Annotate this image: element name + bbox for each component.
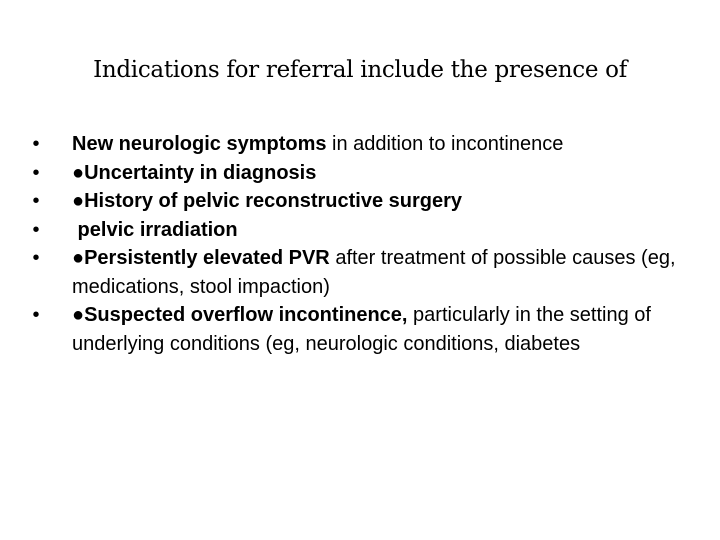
bullet-bold-text: ●Suspected overflow incontinence,	[72, 304, 408, 326]
bullet-text: particularly in the setting of underlying conditions (eg, neurologic conditions, diabetes	[72, 304, 651, 355]
bullet-icon: •	[32, 247, 40, 269]
list-item	[0, 216, 720, 245]
bullet-icon: •	[32, 218, 40, 241]
list-item	[0, 130, 720, 159]
bullet-text: in addition to incontinence	[326, 133, 564, 155]
bullet-bold-text: ●Persistently elevated PVR	[72, 247, 330, 269]
slide-title: Indications for referral include the presence of	[93, 57, 627, 83]
bullet-icon: •	[32, 304, 40, 326]
bullet-icon: •	[32, 133, 40, 155]
bullet-bold-text: ●Uncertainty in diagnosis	[72, 161, 317, 184]
bullet-icon: •	[32, 190, 40, 212]
list-item	[0, 187, 720, 216]
bullet-bold-text: pelvic irradiation	[72, 218, 238, 241]
list-item	[0, 244, 720, 301]
bullet-list	[0, 130, 720, 358]
bullet-icon: •	[32, 161, 40, 184]
bullet-text: after treatment of possible causes (eg, medications, stool impaction)	[72, 247, 676, 298]
list-item	[0, 159, 720, 188]
bullet-bold-text: ●History of pelvic reconstructive surgery	[72, 190, 462, 212]
bullet-bold-text: New neurologic symptoms	[72, 133, 327, 155]
list-item	[0, 301, 720, 358]
